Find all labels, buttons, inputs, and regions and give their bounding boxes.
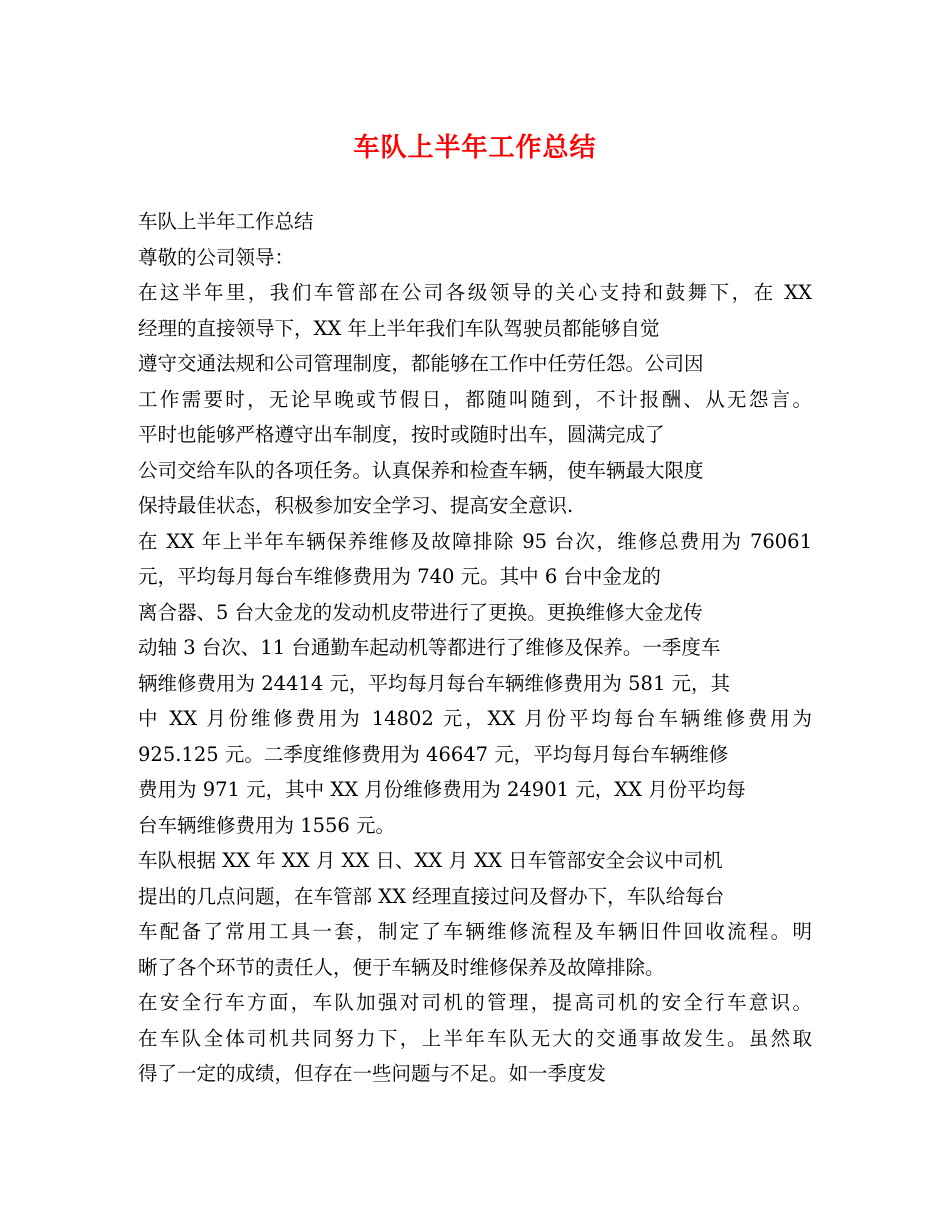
- document-body: [138, 204, 818, 1092]
- paragraph-line: 在这半年里，我们车管部在公司各级领导的关心支持和鼓舞下，在 XX: [138, 281, 812, 304]
- paragraph-line: 台车辆维修费用为 1556 元。: [138, 813, 396, 837]
- paragraph-line: 提出的几点问题，在车管部 XX 经理直接过问及督办下，车队给每台: [138, 884, 725, 908]
- paragraph-line: 工作需要时，无论早晚或节假日，都随叫随到，不计报酬、从无怨言。: [138, 387, 812, 411]
- paragraph-line: 保持最佳状态，积极参加安全学习、提高安全意识.: [138, 494, 574, 517]
- paragraph-line: 平时也能够严格遵守出车制度，按时或随时出车，圆满完成了: [138, 423, 665, 446]
- paragraph-line: 在 XX 年上半年车辆保养维修及故障排除 95 台次，维修总费用为 76061: [138, 529, 812, 553]
- paragraph-line: 在安全行车方面，车队加强对司机的管理，提高司机的安全行车意识。: [138, 991, 812, 1014]
- paragraph-line: 元，平均每月每台车维修费用为 740 元。其中 6 台中金龙的: [138, 565, 661, 588]
- paragraph-line: 离合器、5 台大金龙的发动机皮带进行了更换。更换维修大金龙传: [138, 600, 703, 624]
- paragraph-line: 尊敬的公司领导：: [138, 245, 295, 269]
- paragraph-line: 925.125 元。二季度维修费用为 46647 元，平均每月每台车辆维修: [138, 742, 729, 766]
- paragraph-line: 动轴 3 台次、11 台通勤车起动机等都进行了维修及保养。一季度车: [138, 636, 721, 659]
- paragraph-line: 经理的直接领导下，XX 年上半年我们车队驾驶员都能够自觉: [138, 316, 660, 340]
- paragraph-line: 遵守交通法规和公司管理制度，都能够在工作中任劳任怨。公司因: [138, 352, 704, 375]
- paragraph-line: 费用为 971 元，其中 XX 月份维修费用为 24901 元，XX 月份平均每: [138, 778, 746, 801]
- paragraph-line: 晰了各个环节的责任人，便于车辆及时维修保养及故障排除。: [138, 955, 665, 979]
- paragraph-line: 在车队全体司机共同努力下，上半年车队无大的交通事故发生。虽然取: [138, 1026, 812, 1050]
- paragraph-line: 车配备了常用工具一套，制定了车辆维修流程及车辆旧件回收流程。明: [138, 920, 812, 943]
- document-title: 车队上半年工作总结: [353, 133, 597, 163]
- paragraph-line: 得了一定的成绩，但存在一些问题与不足。如一季度发: [138, 1062, 607, 1085]
- paragraph-line: 车队上半年工作总结: [138, 210, 314, 233]
- paragraph-line: 公司交给车队的各项任务。认真保养和检查车辆，使车辆最大限度: [138, 458, 704, 482]
- paragraph-line: 车队根据 XX 年 XX 月 XX 日、XX 月 XX 日车管部安全会议中司机: [138, 849, 723, 872]
- paragraph-line: 辆维修费用为 24414 元，平均每月每台车辆维修费用为 581 元，其: [138, 671, 731, 695]
- paragraph-line: 中 XX 月份维修费用为 14802 元，XX 月份平均每台车辆维修费用为: [138, 707, 812, 730]
